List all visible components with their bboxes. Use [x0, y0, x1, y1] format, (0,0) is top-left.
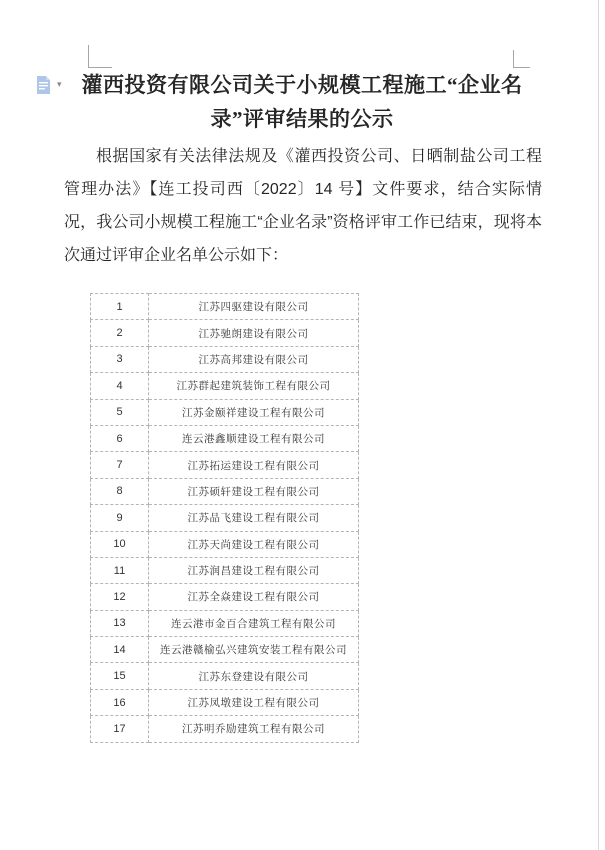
table-row [91, 505, 359, 531]
row-number: 6 [91, 425, 149, 451]
company-name: 江苏拓运建设工程有限公司 [149, 452, 359, 478]
page-edge-line [598, 0, 599, 850]
row-number: 1 [91, 294, 149, 320]
company-name: 江苏润昌建设工程有限公司 [149, 557, 359, 583]
row-number: 4 [91, 373, 149, 399]
company-name: 江苏凤墩建设工程有限公司 [149, 689, 359, 715]
company-table-body [91, 294, 359, 743]
table-row [91, 373, 359, 399]
page-title: 灌西投资有限公司关于小规模工程施工“企业名录”评审结果的公示 [81, 73, 523, 131]
table-row [91, 531, 359, 557]
row-number: 2 [91, 320, 149, 346]
table-row [91, 663, 359, 689]
document-icon[interactable] [36, 76, 51, 94]
table-row [91, 346, 359, 372]
table-row [91, 689, 359, 715]
table-row [91, 637, 359, 663]
body-paragraph: 根据国家有关法律法规及《灌西投资公司、日晒制盐公司工程管理办法》【连工投司西〔2022〕14 号】文件要求，结合实际情况，我公司小规模工程施工“企业名录”资格评审工作已结束，现将本次通过评审企业名单公示如下： [64, 148, 542, 264]
table-row [91, 584, 359, 610]
company-name: 江苏天尚建设工程有限公司 [149, 531, 359, 557]
row-number: 15 [91, 663, 149, 689]
company-name: 江苏品飞建设工程有限公司 [149, 505, 359, 531]
table-row [91, 610, 359, 636]
table-row [91, 557, 359, 583]
company-name: 江苏明乔励建筑工程有限公司 [149, 716, 359, 742]
row-number: 14 [91, 637, 149, 663]
row-number: 5 [91, 399, 149, 425]
crop-mark-top-right [513, 50, 530, 68]
table-row [91, 320, 359, 346]
company-name: 连云港市金百合建筑工程有限公司 [149, 610, 359, 636]
company-name: 江苏群起建筑装饰工程有限公司 [149, 373, 359, 399]
row-number: 13 [91, 610, 149, 636]
table-row [91, 452, 359, 478]
company-name: 江苏四驱建设有限公司 [149, 294, 359, 320]
row-number: 8 [91, 478, 149, 504]
row-number: 3 [91, 346, 149, 372]
company-name: 江苏金颐祥建设工程有限公司 [149, 399, 359, 425]
company-name: 连云港鑫顺建设工程有限公司 [149, 425, 359, 451]
table-row [91, 399, 359, 425]
row-number: 12 [91, 584, 149, 610]
chevron-down-icon[interactable]: ▾ [57, 79, 62, 90]
table-row [91, 478, 359, 504]
company-name: 江苏全焱建设工程有限公司 [149, 584, 359, 610]
company-name: 江苏驰朗建设有限公司 [149, 320, 359, 346]
row-number: 10 [91, 531, 149, 557]
crop-mark-top-left [88, 45, 112, 68]
row-number: 17 [91, 716, 149, 742]
row-number: 7 [91, 452, 149, 478]
company-name: 江苏东登建设有限公司 [149, 663, 359, 689]
table-row [91, 425, 359, 451]
row-number: 9 [91, 505, 149, 531]
company-name: 江苏高邦建设有限公司 [149, 346, 359, 372]
row-number: 11 [91, 557, 149, 583]
table-row [91, 294, 359, 320]
company-table [90, 293, 359, 743]
company-name: 江苏硕轩建设工程有限公司 [149, 478, 359, 504]
table-row [91, 716, 359, 742]
company-name: 连云港赣榆弘兴建筑安装工程有限公司 [149, 637, 359, 663]
row-number: 16 [91, 689, 149, 715]
